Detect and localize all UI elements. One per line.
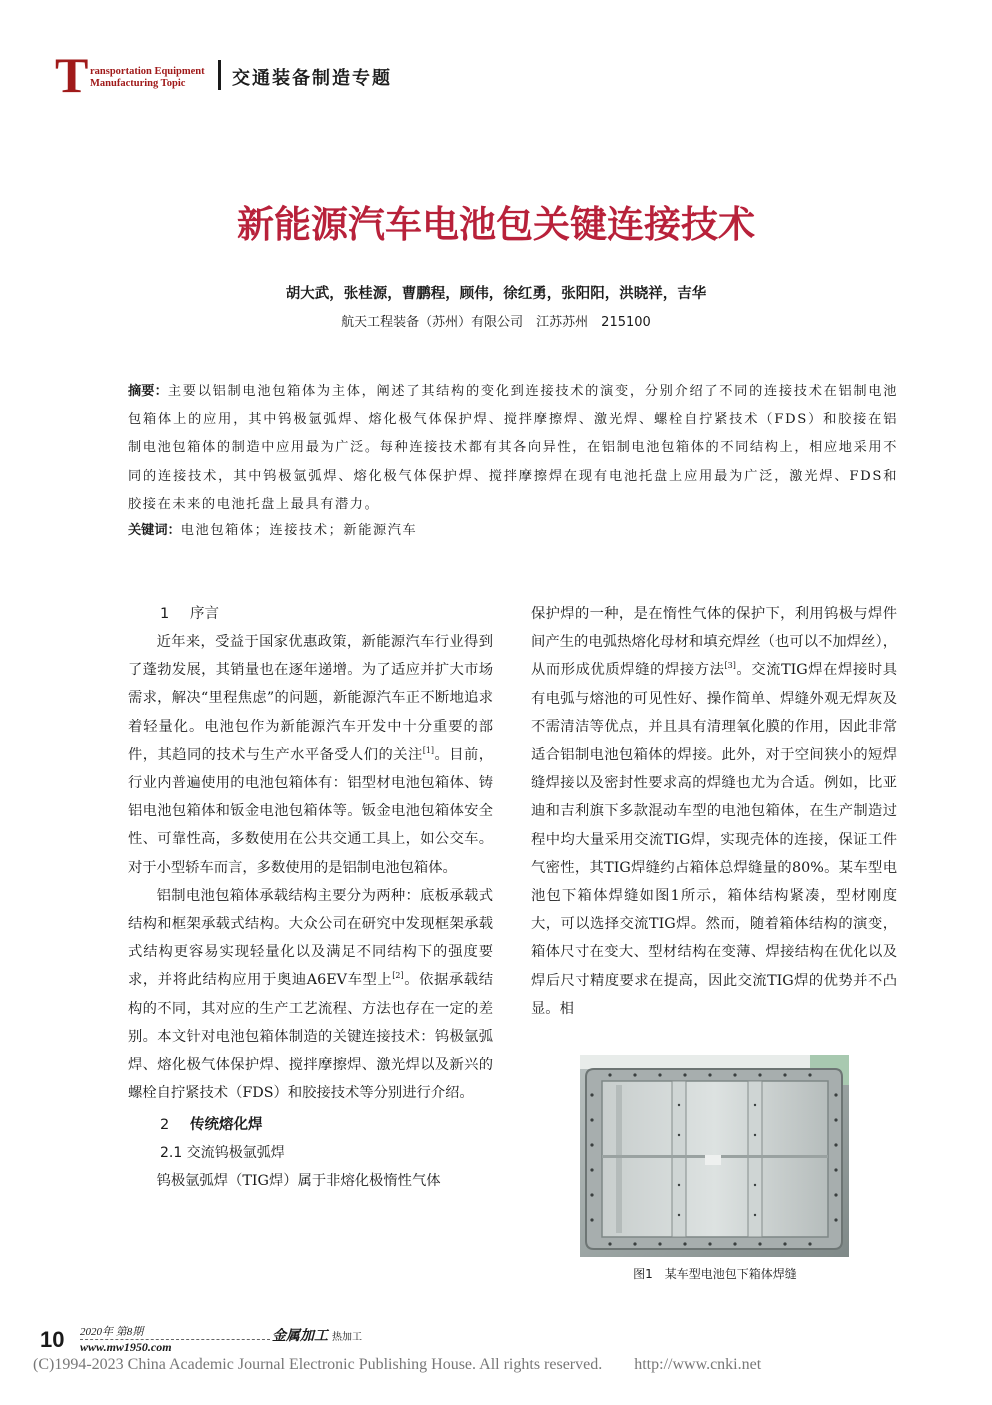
right-column bbox=[531, 600, 897, 1023]
paragraph-text: 铝制电池包箱体承载结构主要分为两种：底板承载式结构和框架承载式结构。大众公司在研究中发现框架承载式结构更容易实现轻量化以及满足不同结构下的强度要求，并将此结构应用于奥迪A6EV车型上 bbox=[128, 887, 493, 989]
author-list: 胡大武，张桂源，曹鹏程，顾伟，徐红勇，张阳阳，洪晓祥，吉华 bbox=[285, 286, 707, 302]
journal-url[interactable]: www.mw1950.com bbox=[80, 1340, 172, 1354]
issue-info: 2020年 第8期 bbox=[80, 1326, 144, 1338]
paragraph-text: 。目前，行业内普遍使用的电池包箱体有：铝型材电池包箱体、铸铝电池包箱体和钣金电池包箱体等。钣金电池包箱体安全性、可靠性高，多数使用在公共交通工具上，如公交车。对于小型轿车而言，多数使用的是铝制电池包箱体。 bbox=[128, 746, 494, 876]
paragraph-text: 。依据承载结构的不同，其对应的生产工艺流程、方法也存在一定的差别。本文针对电池包箱体制造的关键连接技术：钨极氩弧焊、熔化极气体保护焊、搅拌摩擦焊、激光焊以及新兴的螺栓自拧紧技术（FDS）和胶接技术等分别进行介绍。 bbox=[128, 972, 493, 1102]
journal-name-line1: ransportation Equipment bbox=[90, 66, 205, 77]
paragraph-tig-continued bbox=[531, 600, 897, 1023]
battery-tray-illustration bbox=[580, 1055, 849, 1257]
keywords bbox=[128, 517, 898, 545]
page-number: 10 bbox=[40, 1327, 65, 1352]
affiliation: 航天工程装备（苏州）有限公司 江苏苏州 215100 bbox=[341, 315, 651, 330]
journal-brand-logo: 金属加工 bbox=[272, 1328, 328, 1344]
citation-3[interactable]: [3] bbox=[724, 661, 736, 671]
subsection-2-1-heading: 2.1 交流钨极氩弧焊 bbox=[160, 1145, 285, 1162]
left-column bbox=[128, 600, 493, 1196]
paragraph-text: 保护焊的一种，是在惰性气体的保护下，利用钨极与焊件间产生的电弧热熔化母材和填充焊丝（也可以不加焊丝），从而形成优质焊缝的焊接方法 bbox=[531, 606, 897, 679]
abstract-text: 主要以铝制电池包箱体为主体，阐述了其结构的变化到连接技术的演变，分别介绍了不同的连接技术在铝制电池包箱体上的应用，其中钨极氩弧焊、熔化极气体保护焊、搅拌摩擦焊、激光焊、螺栓自拧紧技术（FDS）和胶接在铝制电池包箱体的制造中应用最为广泛。每种连接技术都有其各向异性，在铝制电池包箱体的不同结构上，相应地采用不同的连接技术，其中钨极氩弧焊、熔化极气体保护焊、搅拌摩擦焊在现有电池托盘上应用最为广泛，激光焊、FDS和胶接在未来的电池托盘上最具有潜力。 bbox=[128, 384, 898, 512]
paragraph-intro-2 bbox=[128, 882, 493, 1108]
header-divider bbox=[218, 60, 221, 90]
section-1-number: 1 bbox=[160, 606, 170, 622]
abstract-label: 摘要： bbox=[128, 384, 168, 399]
abstract bbox=[128, 378, 898, 519]
figure-1-battery-tray-photo bbox=[580, 1055, 849, 1257]
citation-2[interactable]: [2] bbox=[392, 971, 404, 981]
paragraph-text: 。交流TIG焊在焊接时具有电弧与熔池的可见性好、操作简单、焊缝外观无焊灰及不需清洁等优点，并且具有清理氧化膜的作用，因此非常适合铝制电池包箱体的焊接。此外，对于空间狭小的短焊缝焊接以及密封性要求高的焊缝也尤为合适。例如，比亚迪和吉利旗下多款混动车型的电池包箱体，在生产制造过程中均大量采用交流TIG焊，实现壳体的连接，保证工件气密性，其TIG焊缝约占箱体总焊缝量的80%。某车型电池包下箱体焊缝如图1所示，箱体结构紧凑，型材刚度大，可以选择交流TIG焊。然而，随着箱体结构的演变，箱体尺寸在变大、型材结构在变薄、焊接结构在优化以及焊后尺寸精度要求在提高，因此交流TIG焊的优势并不凸显。相 bbox=[531, 662, 897, 1017]
journal-name-line2: Manufacturing Topic bbox=[90, 78, 186, 89]
section-1-title: 序言 bbox=[190, 606, 219, 622]
citation-1[interactable]: [1] bbox=[422, 746, 435, 756]
paragraph-intro-1 bbox=[128, 628, 493, 882]
topic-title-chinese: 交通装备制造专题 bbox=[232, 68, 392, 89]
journal-name-english bbox=[90, 66, 205, 90]
section-2-heading bbox=[128, 1111, 493, 1139]
journal-logo-letter: T bbox=[55, 47, 89, 103]
section-1-heading bbox=[128, 600, 493, 628]
keywords-text: 电池包箱体；连接技术；新能源汽车 bbox=[180, 523, 418, 538]
article-title: 新能源汽车电池包关键连接技术 bbox=[237, 203, 755, 246]
figure-1-caption: 图1 某车型电池包下箱体焊缝 bbox=[633, 1267, 797, 1281]
section-2-number: 2 bbox=[160, 1117, 170, 1134]
paragraph-tig-start: 钨极氩弧焊（TIG焊）属于非熔化极惰性气体 bbox=[156, 1173, 441, 1190]
section-2-title: 传统熔化焊 bbox=[190, 1117, 263, 1134]
copyright-notice: (C)1994-2023 China Academic Journal Electronic Publishing House. All rights reserved. http://www.cnki.net bbox=[33, 1356, 762, 1373]
keywords-label: 关键词： bbox=[128, 523, 181, 538]
paragraph-text: 近年来，受益于国家优惠政策，新能源汽车行业得到了蓬勃发展，其销量也在逐年递增。为了适应并扩大市场需求，解决“里程焦虑”的问题，新能源汽车正不断地追求着轻量化。电池包作为新能源汽车开发中十分重要的部件，其趋同的技术与生产水平备受人们的关注 bbox=[128, 634, 493, 763]
journal-brand-subtitle: 热加工 bbox=[332, 1332, 362, 1343]
